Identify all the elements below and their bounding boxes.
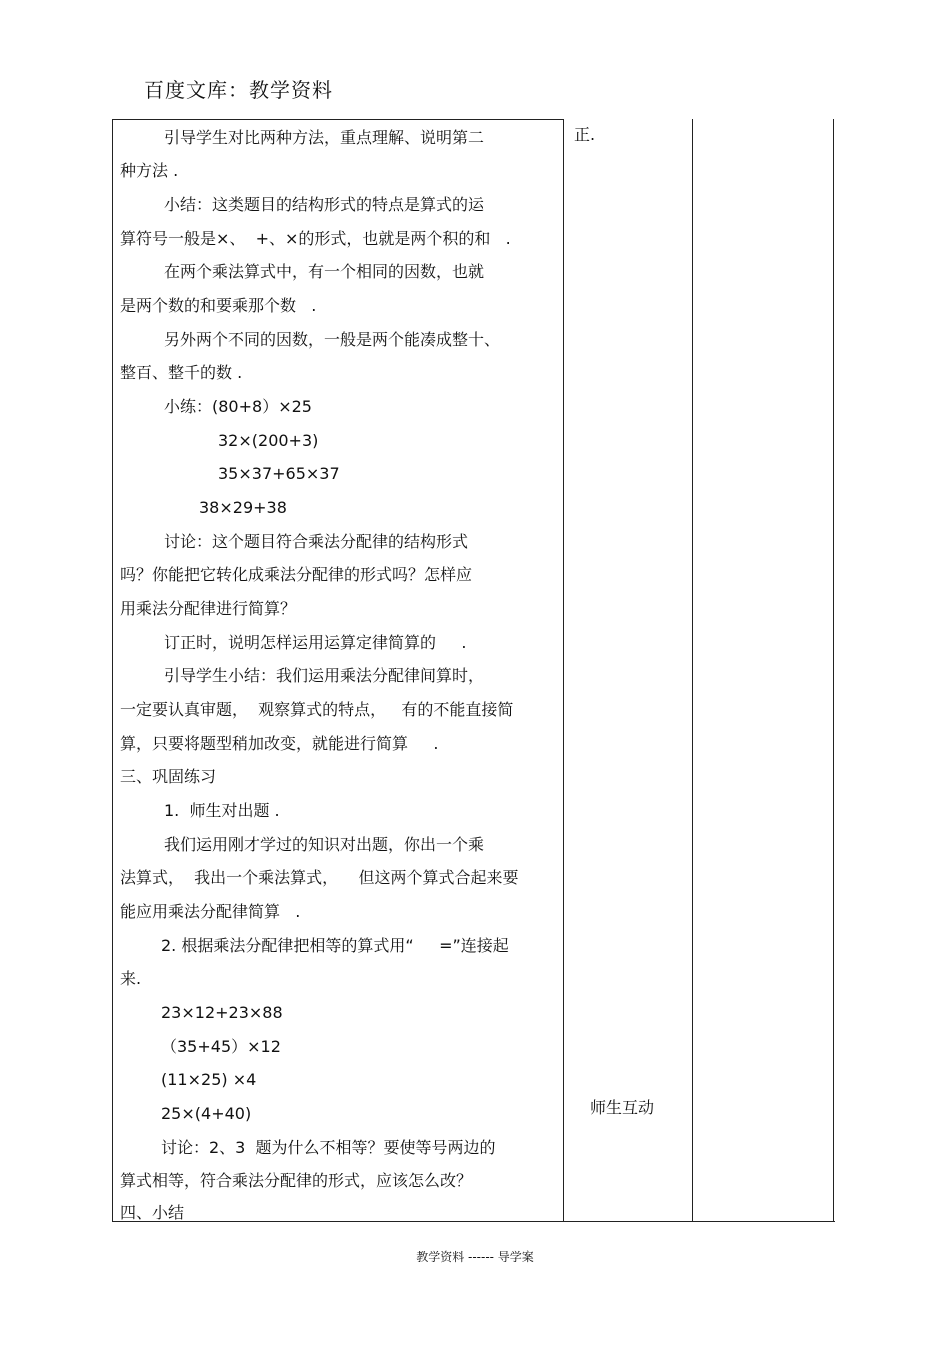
text-line: 小结：这类题目的结构形式的特点是算式的运	[164, 195, 485, 214]
side-note-interaction: 师生互动	[590, 1098, 655, 1117]
text-line: 1. 师生对出题 .	[164, 801, 280, 820]
practice-line: 38×29+38	[199, 498, 287, 517]
table-right-border	[833, 119, 834, 1222]
text-line: 法算式， 我出一个乘法算式， 但这两个算式合起来要	[120, 868, 519, 887]
text-line: 引导学生小结：我们运用乘法分配律间算时，	[164, 666, 485, 685]
practice-line: 32×(200+3)	[218, 431, 319, 450]
equation-line: 25×(4+40)	[161, 1104, 252, 1123]
text-line: 一定要认真审题， 观察算式的特点， 有的不能直接简	[120, 700, 514, 719]
text-line: 整百、整千的数 .	[120, 363, 243, 382]
teaching-content-column	[112, 119, 564, 1222]
text-line: 我们运用刚才学过的知识对出题，你出一个乘	[164, 835, 485, 854]
page-header-title: 百度文库：教学资料	[144, 78, 333, 102]
text-line: 订正时，说明怎样运用运算定律简算的 .	[164, 633, 467, 652]
section-heading: 三、巩固练习	[120, 767, 217, 786]
text-line: 引导学生对比两种方法，重点理解、说明第二	[164, 128, 485, 147]
equation-line: (11×25) ×4	[161, 1070, 257, 1089]
column-divider-2	[692, 119, 693, 1222]
page-footer: 教学资料 ------ 导学案	[416, 1250, 534, 1264]
text-line: 讨论：这个题目符合乘法分配律的结构形式	[164, 532, 469, 551]
text-line: 另外两个不同的因数，一般是两个能凑成整十、	[164, 330, 501, 349]
text-line: 能应用乘法分配律简算 .	[120, 902, 301, 921]
section-heading: 四、小结	[120, 1203, 185, 1222]
practice-line: 35×37+65×37	[218, 464, 340, 483]
practice-line: 小练：(80+8）×25	[164, 397, 312, 416]
side-note-top: 正.	[574, 125, 596, 144]
text-line: 用乘法分配律进行简算？	[120, 599, 297, 618]
text-line: 种方法 .	[120, 161, 179, 180]
text-line: 吗？你能把它转化成乘法分配律的形式吗？怎样应	[120, 565, 473, 584]
equation-line: 23×12+23×88	[161, 1003, 283, 1022]
text-line: 在两个乘法算式中，有一个相同的因数，也就	[164, 262, 485, 281]
text-line: 来.	[120, 969, 142, 988]
equation-line: （35+45）×12	[161, 1037, 281, 1056]
text-line: 讨论：2、3 题为什么不相等？要使等号两边的	[161, 1138, 496, 1157]
text-line: 是两个数的和要乘那个数 .	[120, 296, 317, 315]
lesson-table	[112, 119, 835, 1222]
text-line: 算，只要将题型稍加改变，就能进行简算 .	[120, 734, 439, 753]
text-line: 2. 根据乘法分配律把相等的算式用“ =”连接起	[161, 936, 509, 955]
text-line: 算式相等，符合乘法分配律的形式，应该怎么改？	[120, 1171, 473, 1190]
text-line: 算符号一般是×、 +、×的形式，也就是两个积的和 .	[120, 229, 511, 248]
